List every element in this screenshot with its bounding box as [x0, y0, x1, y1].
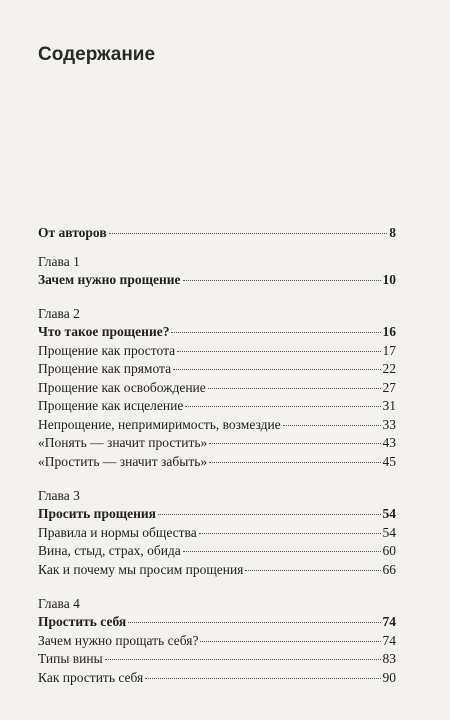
toc-entry-title: Прощение как прямота [38, 361, 172, 376]
toc-entry-title: Прощение как освобождение [38, 379, 206, 395]
toc-entry [38, 342, 396, 361]
dot-leader [128, 622, 380, 623]
toc-entry-title: Как простить себя [38, 669, 144, 685]
toc-entry-title: Правила и нормы общества [38, 524, 197, 540]
toc-entry-title: «Простить — значит забыть» [38, 453, 208, 469]
toc-entry-title: Прощение как исцеление [38, 398, 184, 413]
page-title: Содержание [38, 44, 156, 65]
toc-entry [38, 360, 396, 379]
chapter-label: Глава 4 [38, 596, 80, 611]
dot-leader [199, 533, 381, 534]
dot-leader [283, 425, 381, 426]
toc-entry [38, 505, 396, 524]
toc-entry [38, 542, 396, 561]
toc-chapter-3 [38, 487, 396, 579]
toc-entry [38, 650, 396, 669]
dot-leader [208, 388, 381, 389]
dot-leader [185, 406, 380, 407]
toc-entry [38, 271, 396, 290]
chapter-label: Глава 2 [38, 306, 80, 321]
toc-entry-page: 74 [382, 632, 396, 648]
toc-entry-page: 22 [382, 361, 396, 376]
toc-entry [38, 434, 396, 453]
toc-entry-page: 16 [382, 324, 396, 339]
dot-leader [209, 462, 380, 463]
dot-leader [171, 332, 380, 333]
toc-entry-page: 45 [382, 453, 396, 469]
dot-leader [183, 551, 381, 552]
toc-entry-title: Вина, стыд, страх, обида [38, 543, 181, 558]
toc-entry-intro [38, 224, 396, 243]
toc-entry-title: Простить себя [38, 614, 127, 629]
dot-leader [200, 641, 380, 642]
toc-entry-title: Типы вины [38, 651, 103, 666]
toc-entry [38, 397, 396, 416]
table-of-contents [38, 224, 396, 687]
toc-entry-page: 66 [382, 561, 396, 577]
toc-entry [38, 416, 396, 435]
toc-entry-page: 27 [382, 379, 396, 395]
chapter-label: Глава 1 [38, 253, 80, 269]
toc-entry [38, 669, 396, 688]
toc-entry-page: 17 [382, 342, 396, 358]
toc-chapter-4 [38, 595, 396, 687]
toc-entry-title: Прощение как простота [38, 342, 176, 358]
toc-entry-page: 10 [382, 271, 396, 287]
toc-entry-page: 60 [382, 543, 396, 558]
toc-entry-page: 33 [382, 416, 396, 432]
chapter-label: Глава 3 [38, 488, 80, 503]
toc-chapter-1 [38, 253, 396, 290]
toc-entry [38, 632, 396, 651]
toc-entry-page: 74 [382, 614, 396, 629]
toc-entry-title: Как и почему мы просим прощения [38, 561, 244, 577]
toc-intro-group [38, 224, 396, 243]
dot-leader [173, 369, 380, 370]
dot-leader [209, 443, 380, 444]
toc-entry [38, 323, 396, 342]
dot-leader [177, 351, 380, 352]
toc-entry-page: 31 [382, 398, 396, 413]
toc-entry-title: Что такое прощение? [38, 324, 170, 339]
toc-entry-title: «Понять — значит простить» [38, 435, 208, 450]
toc-chapter-2 [38, 305, 396, 471]
toc-entry [38, 453, 396, 472]
toc-entry-page: 8 [389, 225, 396, 240]
dot-leader [109, 233, 388, 234]
toc-entry-page: 54 [382, 506, 396, 521]
toc-entry-page: 43 [382, 435, 396, 450]
dot-leader [145, 678, 380, 679]
toc-entry-page: 90 [382, 669, 396, 685]
toc-entry-title: Зачем нужно прощать себя? [38, 632, 199, 648]
dot-leader [183, 280, 381, 281]
toc-entry [38, 561, 396, 580]
toc-entry [38, 524, 396, 543]
toc-entry [38, 613, 396, 632]
dot-leader [158, 514, 381, 515]
toc-entry [38, 379, 396, 398]
dot-leader [245, 570, 380, 571]
toc-entry-page: 83 [382, 651, 396, 666]
toc-entry-title: Непрощение, непримиримость, возмездие [38, 416, 281, 432]
toc-entry-title: Зачем нужно прощение [38, 271, 181, 287]
toc-entry-title: Просить прощения [38, 506, 156, 521]
dot-leader [105, 659, 381, 660]
toc-entry-page: 54 [382, 524, 396, 540]
toc-entry-title: От авторов [38, 225, 107, 240]
